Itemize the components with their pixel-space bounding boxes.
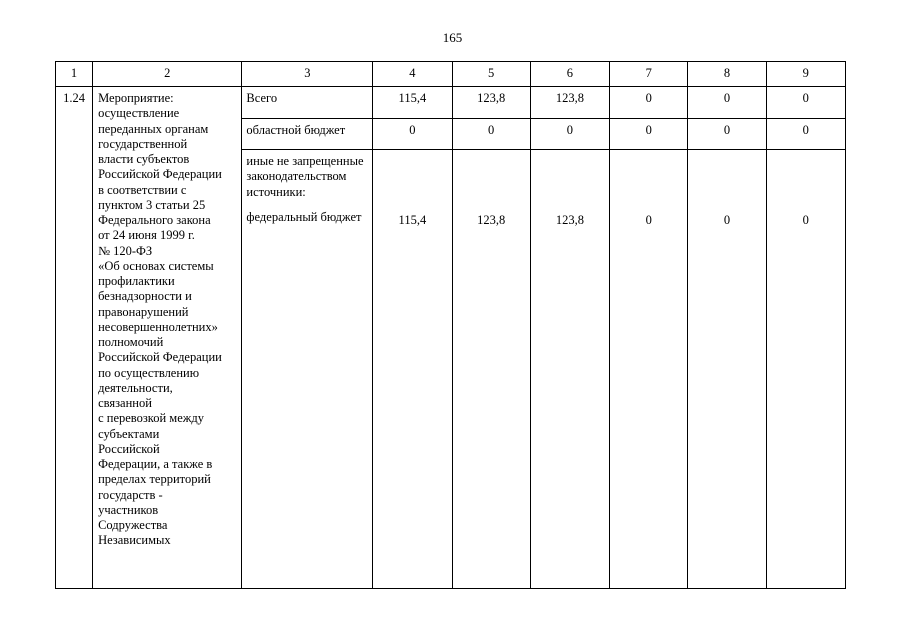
description-line: Федерального закона	[98, 213, 211, 227]
value-cell: 123,8	[452, 87, 530, 119]
header-cell: 5	[452, 62, 530, 87]
header-cell: 1	[56, 62, 93, 87]
value-cell	[373, 150, 452, 589]
description-line: деятельности,	[98, 380, 173, 395]
description-line: «Об основах системы	[98, 258, 214, 273]
federal-value: 0	[723, 213, 731, 227]
spacer	[767, 154, 845, 213]
program-table	[55, 61, 846, 589]
description-line: связанной	[98, 396, 152, 410]
header-row	[56, 62, 846, 87]
federal-value: 0	[645, 213, 652, 227]
other-sources-cell	[242, 150, 373, 589]
description-line: Федерации, а также в	[98, 457, 213, 471]
description-line: пределах территорий	[98, 472, 211, 487]
value-cell: 0	[610, 87, 688, 119]
value-cell: 0	[610, 119, 688, 150]
value-cell: 0	[688, 87, 766, 119]
description-line: профилактики	[98, 274, 175, 288]
description-line: осуществление	[98, 106, 180, 121]
federal-value: 123,8	[477, 213, 506, 227]
value-cell: 115,4	[373, 87, 452, 119]
value-cell: 123,8	[530, 87, 609, 119]
description-line: несовершеннолетних»	[98, 319, 218, 334]
description-line: пунктом 3 статьи 25	[98, 197, 206, 212]
header-cell: 7	[610, 62, 688, 87]
description-line: власти субъектов	[98, 152, 190, 166]
federal-value: 0	[802, 213, 809, 227]
value-cell	[766, 150, 845, 589]
description-line: № 120-ФЗ	[98, 243, 153, 258]
spacer	[531, 154, 609, 213]
description-line: полномочий	[98, 335, 164, 349]
source-label: областной бюджет	[242, 119, 373, 150]
description-line: государственной	[98, 136, 188, 151]
value-cell: 0	[766, 119, 845, 150]
description-line: с перевозкой между	[98, 411, 204, 426]
value-cell: 0	[530, 119, 609, 150]
description-line: Независимых	[98, 533, 171, 548]
value-cell	[452, 150, 530, 589]
description-line: Мероприятие:	[98, 91, 174, 105]
spacer	[453, 154, 530, 213]
description-line: от 24 июня 1999 г.	[98, 228, 195, 243]
source-label: Всего	[242, 87, 373, 119]
description-line: Российской Федерации	[98, 350, 222, 365]
value-cell: 0	[766, 87, 845, 119]
source-line: иные не запрещенные	[246, 154, 364, 168]
value-cell	[688, 150, 766, 589]
description-line: правонарушений	[98, 304, 189, 319]
spacer	[246, 200, 369, 210]
source-line: законодательством	[246, 169, 347, 184]
description-line: по осуществлению	[98, 365, 200, 380]
value-cell: 0	[452, 119, 530, 150]
source-line: источники:	[246, 184, 306, 199]
item-number: 1.24	[56, 87, 93, 589]
description-line: переданных органам	[98, 121, 209, 136]
description-line: Российской	[98, 441, 160, 456]
description-line: в соответствии с	[98, 182, 187, 197]
header-cell: 3	[242, 62, 373, 87]
item-description	[93, 87, 242, 589]
description-line: субъектами	[98, 426, 160, 441]
federal-value: 123,8	[555, 213, 584, 227]
description-line: Содружества	[98, 518, 168, 532]
header-cell: 8	[688, 62, 766, 87]
description-line: Российской Федерации	[98, 167, 222, 182]
other-sources-label	[246, 154, 369, 200]
table-row-total	[56, 87, 846, 119]
header-cell: 6	[530, 62, 609, 87]
spacer	[610, 154, 687, 213]
value-cell: 0	[688, 119, 766, 150]
spacer	[373, 154, 451, 213]
spacer	[688, 154, 765, 213]
header-cell: 4	[373, 62, 452, 87]
page-number: 165	[442, 30, 463, 45]
value-cell: 0	[373, 119, 452, 150]
value-cell	[610, 150, 688, 589]
description-line: участников	[98, 502, 159, 517]
header-cell: 9	[766, 62, 845, 87]
description-line: безнадзорности и	[98, 289, 192, 304]
header-cell: 2	[93, 62, 242, 87]
federal-value: 115,4	[398, 213, 427, 227]
federal-budget-label: федеральный бюджет	[246, 209, 362, 224]
value-cell	[530, 150, 609, 589]
description-line: государств -	[98, 487, 163, 502]
